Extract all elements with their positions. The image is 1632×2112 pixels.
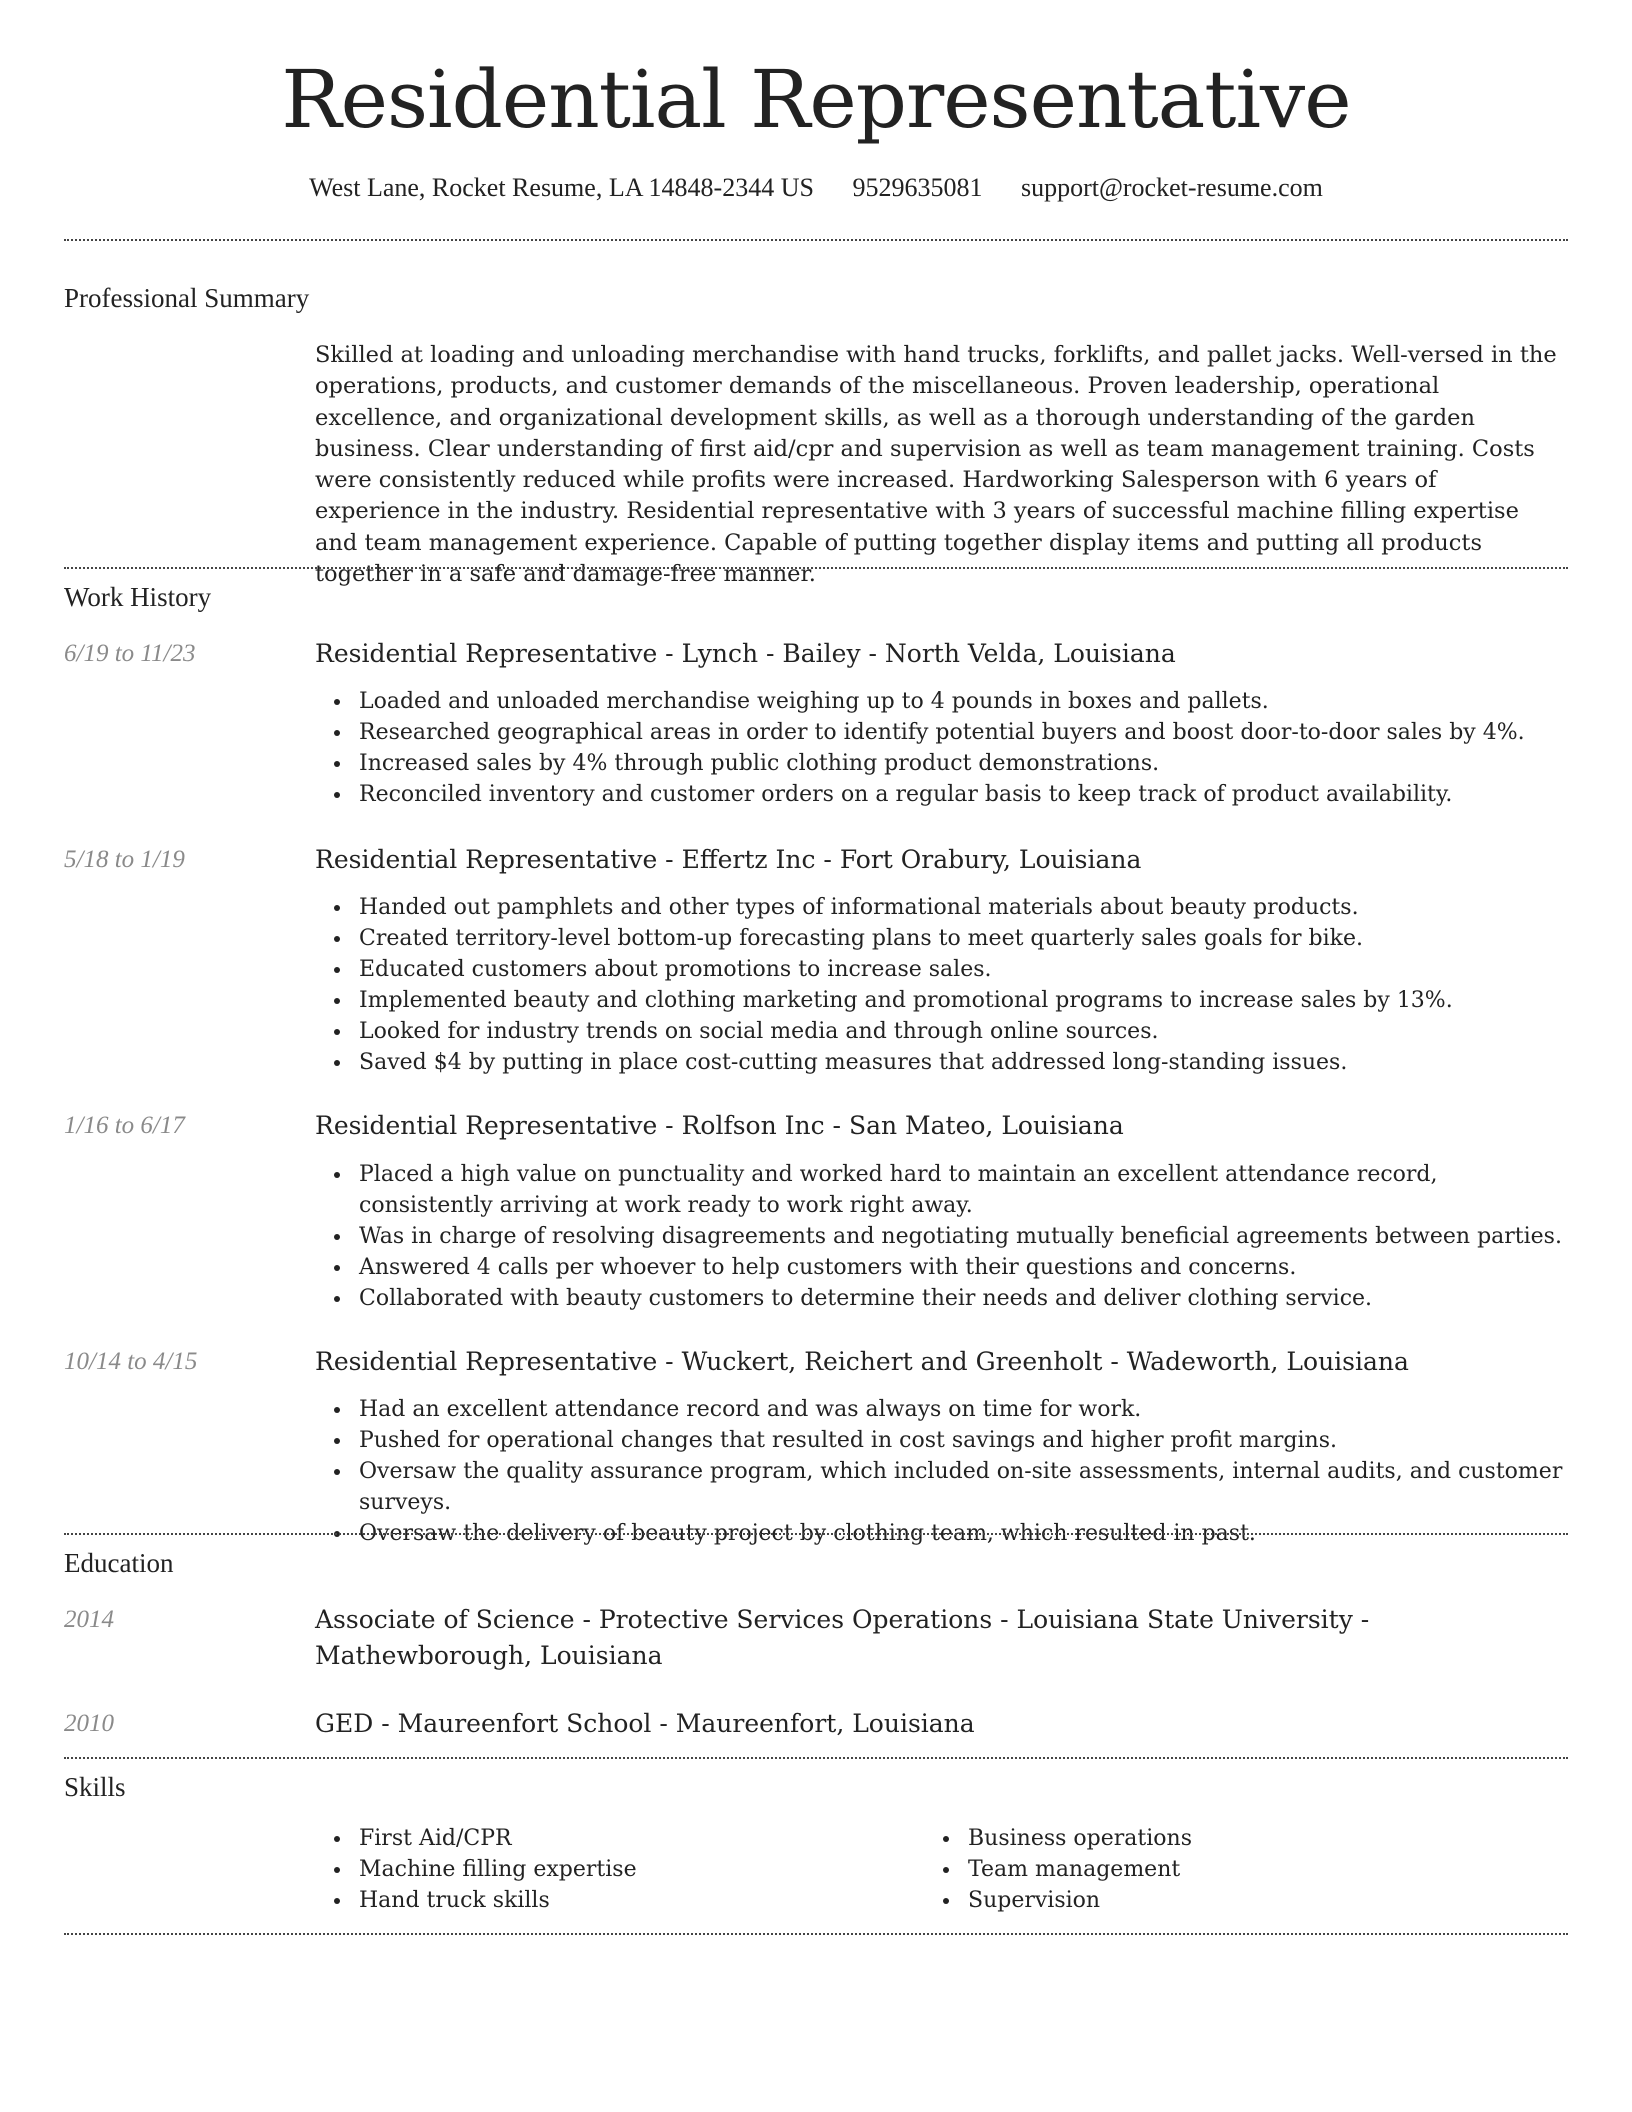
job-dates: 5/18 to 1/19 bbox=[64, 846, 185, 873]
job-bullet-list bbox=[315, 1394, 1565, 1549]
list-item: Was in charge of resolving disagreements and negotiating mutually beneficial agreements between parties. bbox=[359, 1221, 1565, 1252]
summary-heading: Professional Summary bbox=[64, 283, 310, 313]
list-item: Had an excellent attendance record and was always on time for work. bbox=[359, 1394, 1565, 1425]
skill-item: Hand truck skills bbox=[359, 1885, 875, 1916]
section-divider bbox=[64, 1533, 1568, 1535]
list-item: Pushed for operational changes that resulted in cost savings and higher profit margins. bbox=[359, 1425, 1565, 1456]
education-entry: GED - Maureenfort School - Maureenfort, Louisiana bbox=[315, 1709, 975, 1738]
work-history-heading: Work History bbox=[64, 582, 212, 612]
section-divider bbox=[64, 567, 1568, 569]
education-year: 2010 bbox=[64, 1710, 114, 1737]
skills-list-right bbox=[924, 1823, 1484, 1916]
contact-address: West Lane, Rocket Resume, LA 14848-2344 US bbox=[309, 173, 814, 202]
list-item: Implemented beauty and clothing marketing and promotional programs to increase sales by 13%. bbox=[359, 985, 1565, 1016]
job-bullet-list bbox=[315, 1159, 1565, 1314]
list-item: Educated customers about promotions to increase sales. bbox=[359, 954, 1565, 985]
list-item: Answered 4 calls per whoever to help customers with their questions and concerns. bbox=[359, 1252, 1565, 1283]
job-title: Residential Representative - Wuckert, Reichert and Greenholt - Wadeworth, Louisiana bbox=[315, 1347, 1409, 1376]
education-entry: Associate of Science - Protective Services Operations - Louisiana State University - Mathewborough, Louisiana bbox=[315, 1605, 1370, 1670]
resume-name: Residential Representative bbox=[281, 53, 1351, 146]
list-item: Loaded and unloaded merchandise weighing up to 4 pounds in boxes and pallets. bbox=[359, 686, 1565, 717]
skills-heading: Skills bbox=[64, 1772, 126, 1802]
job-title: Residential Representative - Effertz Inc - Fort Orabury, Louisiana bbox=[315, 845, 1142, 874]
section-divider bbox=[64, 1933, 1568, 1935]
list-item: Reconciled inventory and customer orders on a regular basis to keep track of product availability. bbox=[359, 779, 1565, 810]
list-item: Increased sales by 4% through public clothing product demonstrations. bbox=[359, 748, 1565, 779]
contact-line bbox=[0, 170, 1632, 206]
education-heading: Education bbox=[64, 1548, 174, 1578]
skill-item: Business operations bbox=[968, 1823, 1484, 1854]
list-item: Oversaw the quality assurance program, which included on-site assessments, internal audits, and customer surveys. bbox=[359, 1456, 1565, 1518]
list-item: Placed a high value on punctuality and worked hard to maintain an excellent attendance record, consistently arriving at work ready to work right away. bbox=[359, 1159, 1565, 1221]
job-bullet-list bbox=[315, 686, 1565, 810]
skill-item: Machine filling expertise bbox=[359, 1854, 875, 1885]
list-item: Handed out pamphlets and other types of informational materials about beauty products. bbox=[359, 892, 1565, 923]
skills-list-left bbox=[315, 1823, 875, 1916]
skill-item: Supervision bbox=[968, 1885, 1484, 1916]
list-item: Created territory-level bottom-up forecasting plans to meet quarterly sales goals for bike. bbox=[359, 923, 1565, 954]
education-year: 2014 bbox=[64, 1606, 114, 1633]
summary-text: Skilled at loading and unloading merchandise with hand trucks, forklifts, and pallet jacks. Well-versed in the operations, products, and customer demands of the miscellaneous. Proven leadership, operational excellence, and organizational development skills, as well as a thorough understanding of the garden business. Clear understanding of first aid/cpr and supervision as well as team management training. Costs were consistently reduced while profits were increased. Hardworking Salesperson with 6 years of experience in the industry. Residential representative with 3 years of successful machine filling expertise and team management experience. Capable of putting together display items and putting all products together in a safe and damage-free manner. bbox=[315, 342, 1557, 588]
job-title: Residential Representative - Lynch - Bailey - North Velda, Louisiana bbox=[315, 639, 1176, 668]
list-item: Saved $4 by putting in place cost-cutting measures that addressed long-standing issues. bbox=[359, 1047, 1565, 1078]
section-divider bbox=[64, 239, 1568, 241]
job-dates: 1/16 to 6/17 bbox=[64, 1112, 185, 1139]
list-item: Researched geographical areas in order to identify potential buyers and boost door-to-door sales by 4%. bbox=[359, 717, 1565, 748]
contact-email: support@rocket-resume.com bbox=[1020, 173, 1323, 202]
skill-item: Team management bbox=[968, 1854, 1484, 1885]
section-divider bbox=[64, 1757, 1568, 1759]
list-item: Collaborated with beauty customers to determine their needs and deliver clothing service. bbox=[359, 1283, 1565, 1314]
list-item: Oversaw the delivery of beauty project by clothing team, which resulted in past. bbox=[359, 1518, 1565, 1549]
contact-phone: 9529635081 bbox=[852, 173, 983, 202]
job-title: Residential Representative - Rolfson Inc - San Mateo, Louisiana bbox=[315, 1111, 1124, 1140]
job-bullet-list bbox=[315, 892, 1565, 1078]
skill-item: First Aid/CPR bbox=[359, 1823, 875, 1854]
job-dates: 10/14 to 4/15 bbox=[64, 1348, 198, 1375]
job-dates: 6/19 to 11/23 bbox=[64, 640, 196, 667]
list-item: Looked for industry trends on social media and through online sources. bbox=[359, 1016, 1565, 1047]
